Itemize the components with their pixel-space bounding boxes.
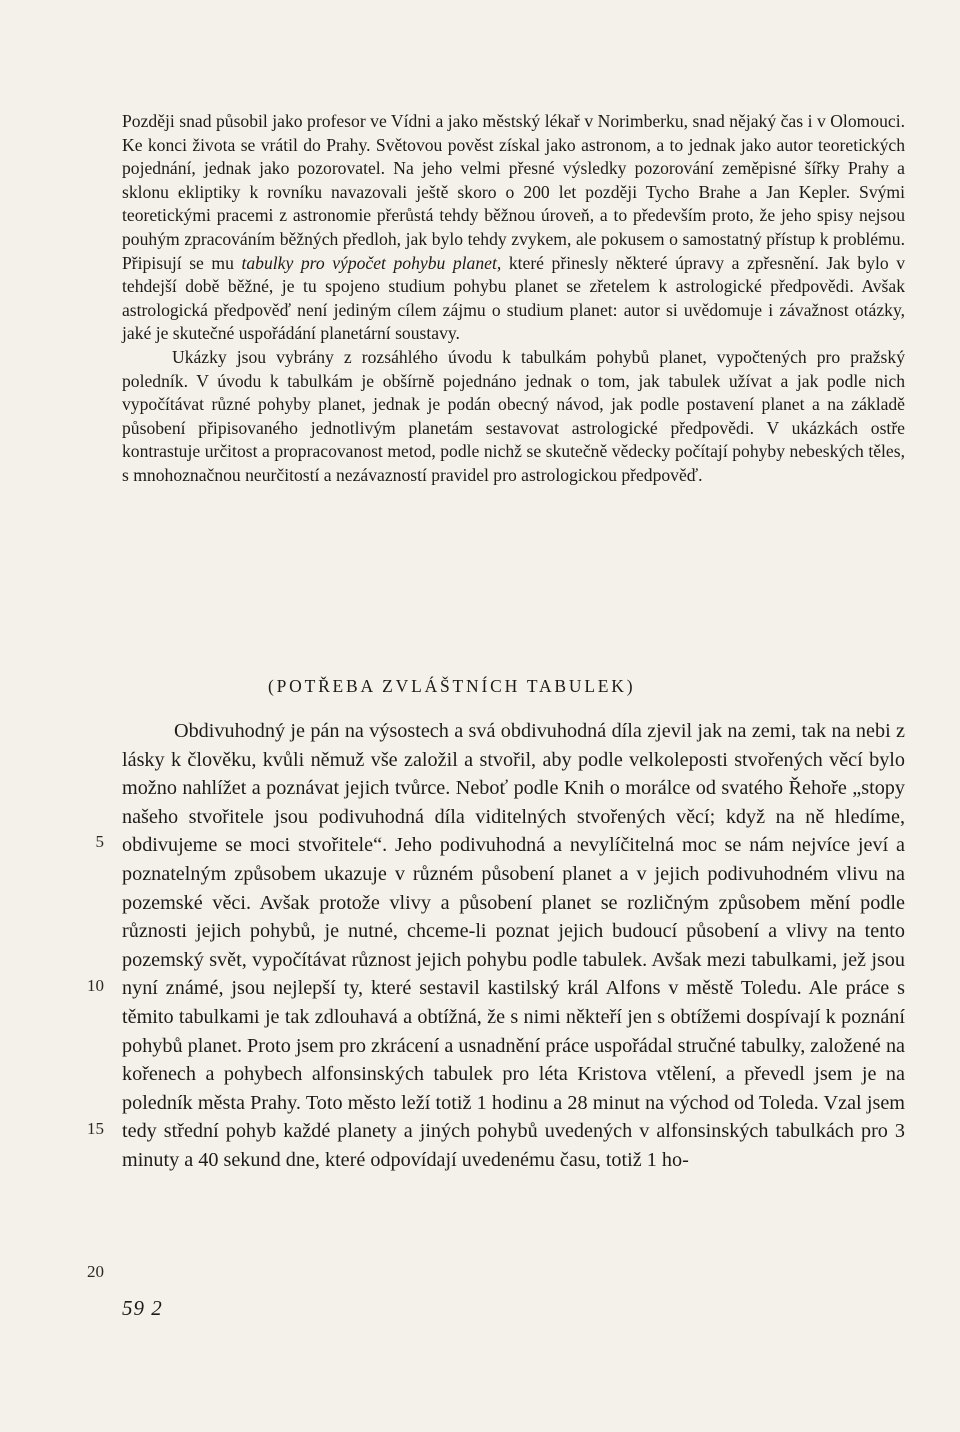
body-paragraph: Obdivuhodný je pán na výsostech a svá obdivuhodná díla zjevil jak na zemi, tak na nebi z lásky k člověku, kvůli němuž vše založil a stvořil, aby podle velkoleposti stvořených věcí bylo možno nahlížet a poznávat jejich tvůrce. Neboť podle Knih o morálce od svatého Řehoře „stopy našeho stvořitele jsou podivuhodná díla viditelných stvořených věcí; když na ně hledíme, obdivujeme se moci stvořitele“. Jeho podivuhodná a nevylíčitelná moc se nám nejvíce jeví a poznatelným způsobem ukazuje v různém působení planet a v jejich podivuhodném vlivu na pozemské věci. Avšak protože vlivy a působení planet se rozličným způsobem mění podle různosti jejich pohybů, je nutné, chceme-li poznat jejich budoucí působení a vlivy na tento pozemský svět, vypočítávat různost jejich pohybu podle tabulek. Avšak mezi tabulkami, jež jsou nyní známé, jsou nejlepší ty, které sestavil kastilský král Alfons v městě Toledu. Ale práce s těmito tabulkami je tak zdlouhavá a obtížná, že s nimi někteří jen s obtížemi dospívají k poznání pohybů planet. Proto jsem pro zkrácení a usnadnění práce uspořádal stručné tabulky, založené na kořenech a pohybech alfonsinských tabulek pro léta Kristova vtělení, a převedl jsem je na poledník města Prahy. Toto město leží totiž 1 hodinu a 28 minut na východ od Toleda. Vzal jsem tedy střední pohyb každé planety a jiných pohybů uvedených v alfonsinských tabulkách pro 3 minuty a 40 sekund dne, které odpovídají uvedenému času, totiž 1 ho- [122, 720, 905, 1171]
intro-paragraph-1-text: Později snad působil jako profesor ve Vídni a jako městský lékař v Norimberku, snad nějaký čas i v Olomouci. Ke konci života se vrátil do Prahy. Světovou pověst získal jako astronom, a to jednak jako autor teoretických pojednání, jednak jako pozorovatel. Na jeho velmi přesné výsledky pozorování zeměpisné šířky Prahy a sklonu ekliptiky k rovníku navazovali ještě skoro o 200 let později Tycho Brahe a Jan Kepler. Svými teoretickými pracemi z astronomie přerůstá tehdy běžnou úroveň, a to především proto, že jeho spisy nejsou pouhým zpracováním běžných předloh, jak bylo tehdy zvykem, ale pokusem o samostatný přístup k problému. Připisují se mu [122, 111, 905, 273]
intro-paragraph-1-continued: které přinesly některé úpravy a zpřesnění. Jak bylo v tehdejší době běžné, je tu spojeno studium pohybu planet se zřetelem k astrologické předpovědi. Avšak astrologická předpověď není jediným cílem zájmu o studium planet: autor si uvědomuje i závažnost otázky, jaké je skutečné uspořádání planetární soustavy. [122, 252, 905, 344]
main-body-text [122, 717, 905, 1175]
intro-text [122, 110, 905, 488]
section-heading: (POTŘEBA ZVLÁŠTNÍCH TABULEK) [268, 676, 636, 696]
intro-paragraph-1 [122, 110, 905, 346]
line-number-20: 20 [87, 1262, 104, 1281]
intro-paragraph-2: Ukázky jsou vybrány z rozsáhlého úvodu k tabulkám pohybů planet, vypočtených pro pražský poledník. V úvodu k tabulkám je obšírně pojednáno jednak o tom, jak tabulek užívat a jak podle nich vypočítávat různé pohyby planet, jednak je podán obecný návod, jak podle postavení planet a na základě působení připisovaného jednotlivým planetám sestavovat astrologické předpovědi. V ukázkách ostře kontrastuje určitost a propracovanost metod, podle nichž se skutečně vědecky počítají pohyby nebeských těles, s mnohoznačnou neurčitostí a nezávazností pravidel pro astrologickou předpověď. [122, 346, 905, 485]
line-number-5: 5 [95, 832, 104, 851]
intro-italic-title: tabulky pro výpočet pohybu planet, [241, 252, 502, 273]
line-number-10: 10 [87, 976, 104, 995]
line-number-15: 15 [87, 1119, 104, 1138]
page-number: 59 2 [122, 1296, 163, 1320]
